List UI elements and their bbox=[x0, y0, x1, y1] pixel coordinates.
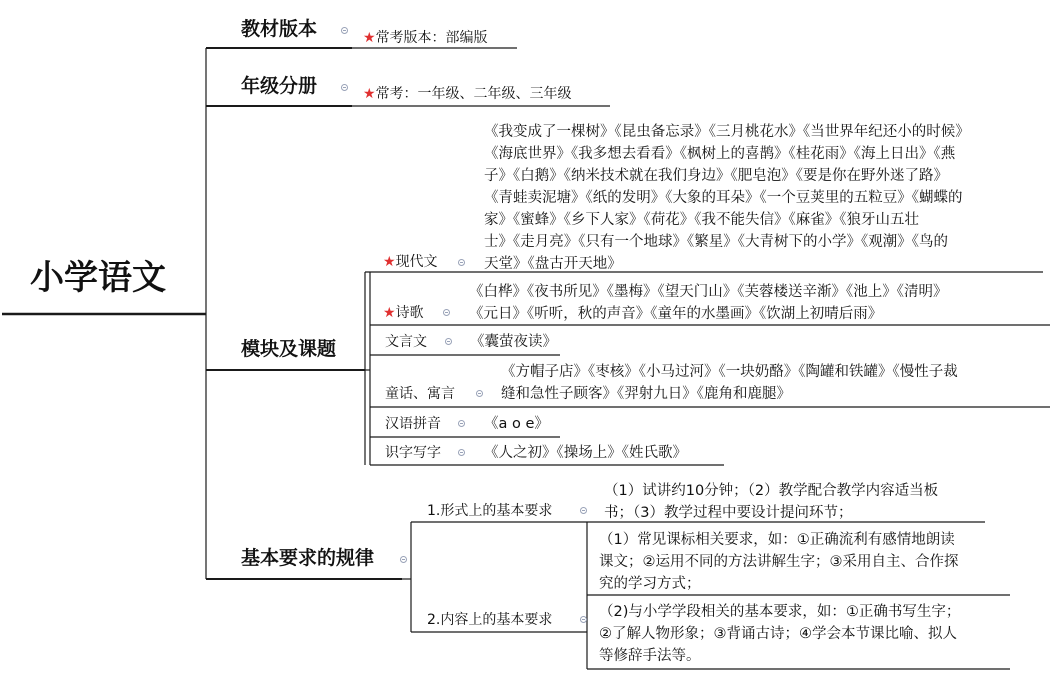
lesson-line: 《方帽子店》《枣核》《小马过河》《一块奶酪》《陶罐和铁罐》《慢性子裁 bbox=[501, 364, 958, 380]
detail-line: （1）试讲约10分钟；（2）教学配合教学内容适当板 bbox=[604, 483, 939, 499]
grades-item[interactable] bbox=[363, 84, 572, 104]
collapse-icon[interactable] bbox=[476, 390, 483, 397]
detail-line: （2)与小学学段相关的基本要求，如：①正确书写生字； bbox=[599, 604, 961, 620]
edition-item[interactable] bbox=[363, 28, 488, 48]
star-icon: ★ bbox=[363, 30, 376, 46]
lesson-list-poetry bbox=[469, 281, 948, 325]
lesson-line: 缝和急性子顾客》《羿射九日》《鹿角和鹿腿》 bbox=[501, 386, 791, 402]
collapse-icon[interactable] bbox=[580, 507, 587, 514]
lesson-list-literacy bbox=[484, 442, 687, 464]
detail-line: 书；（3）教学过程中要设计提问环节； bbox=[604, 505, 853, 521]
lesson-line: 子》《白鹅》《纳米技术就在我们身边》《肥皂泡》《要是你在野外迷了路》 bbox=[484, 168, 948, 184]
module-fairy-tales[interactable]: 童话、寓言 bbox=[385, 386, 455, 402]
branch-modules[interactable]: 模块及课题 bbox=[241, 338, 337, 360]
requirement-content-details-2 bbox=[599, 601, 960, 667]
branch-requirements[interactable]: 基本要求的规律 bbox=[241, 547, 375, 569]
star-icon: ★ bbox=[383, 254, 396, 270]
lesson-line: 《囊萤夜读》 bbox=[470, 334, 557, 350]
module-poetry[interactable] bbox=[383, 303, 424, 323]
detail-line: 等修辞手法等。 bbox=[599, 648, 701, 664]
lesson-line: 《元日》《听听，秋的声音》《童年的水墨画》《饮湖上初晴后雨》 bbox=[469, 306, 883, 322]
detail-line: 课文；②运用不同的方法讲解生字；③采用自主、合作探 bbox=[599, 554, 959, 570]
collapse-icon[interactable] bbox=[458, 259, 465, 266]
lesson-line: 《白桦》《夜书所见》《墨梅》《望天门山》《芙蓉楼送辛渐》《池上》《清明》 bbox=[469, 284, 948, 300]
branch-grades[interactable]: 年级分册 bbox=[241, 75, 318, 97]
lesson-line: 《a o e》 bbox=[484, 416, 549, 432]
edition-item-label: 常考版本：部编版 bbox=[375, 30, 488, 46]
branch-edition[interactable]: 教材版本 bbox=[241, 18, 318, 40]
requirement-form[interactable]: 1.形式上的基本要求 bbox=[427, 503, 553, 519]
lesson-list-fairy-tales bbox=[501, 361, 958, 405]
detail-line: （1）常见课标相关要求，如：①正确流利有感情地朗读 bbox=[599, 532, 955, 548]
collapse-icon[interactable] bbox=[458, 420, 465, 427]
lesson-list-pinyin bbox=[484, 413, 549, 435]
module-classical-chinese[interactable]: 文言文 bbox=[385, 334, 427, 350]
collapse-icon[interactable] bbox=[400, 556, 407, 563]
lesson-line: 《青蛙卖泥塘》《纸的发明》《大象的耳朵》《一个豆荚里的五粒豆》《蝴蝶的 bbox=[484, 190, 963, 206]
star-icon: ★ bbox=[383, 305, 396, 321]
collapse-icon[interactable] bbox=[443, 309, 450, 316]
lesson-list-classical bbox=[470, 331, 557, 353]
lesson-list-modern-prose bbox=[484, 121, 970, 275]
detail-line: 究的学习方式； bbox=[599, 576, 701, 592]
root-topic[interactable]: 小学语文 bbox=[30, 258, 166, 298]
module-modern-prose[interactable] bbox=[383, 252, 438, 272]
requirement-content-details-1 bbox=[599, 529, 959, 595]
module-label: 诗歌 bbox=[395, 305, 424, 321]
lesson-line: 《海底世界》《我多想去看看》《枫树上的喜鹊》《桂花雨》《海上日出》《燕 bbox=[484, 146, 956, 162]
collapse-icon[interactable] bbox=[458, 449, 465, 456]
collapse-icon[interactable] bbox=[341, 27, 348, 34]
lesson-line: 《我变成了一棵树》《昆虫备忘录》《三月桃花水》《当世界年纪还小的时候》 bbox=[484, 124, 970, 140]
module-label: 现代文 bbox=[395, 254, 438, 270]
lesson-line: 天堂》《盘古开天地》 bbox=[484, 256, 622, 272]
collapse-icon[interactable] bbox=[445, 338, 452, 345]
requirement-content[interactable]: 2.内容上的基本要求 bbox=[427, 612, 553, 628]
collapse-icon[interactable] bbox=[580, 616, 587, 623]
module-pinyin[interactable]: 汉语拼音 bbox=[385, 416, 441, 432]
detail-line: ②了解人物形象；③背诵古诗；④学会本节课比喻、拟人 bbox=[599, 626, 957, 642]
requirement-form-details bbox=[604, 480, 938, 524]
star-icon: ★ bbox=[363, 86, 376, 102]
lesson-line: 家》《蜜蜂》《乡下人家》《荷花》《我不能失信》《麻雀》《狼牙山五壮 bbox=[484, 212, 919, 228]
lesson-line: 《人之初》《操场上》《姓氏歌》 bbox=[484, 445, 687, 461]
module-literacy[interactable]: 识字写字 bbox=[385, 445, 441, 461]
collapse-icon[interactable] bbox=[341, 84, 348, 91]
lesson-line: 士》《走月亮》《只有一个地球》《繁星》《大青树下的小学》《观潮》《鸟的 bbox=[484, 234, 948, 250]
grades-item-label: 常考：一年级、二年级、三年级 bbox=[375, 86, 572, 102]
